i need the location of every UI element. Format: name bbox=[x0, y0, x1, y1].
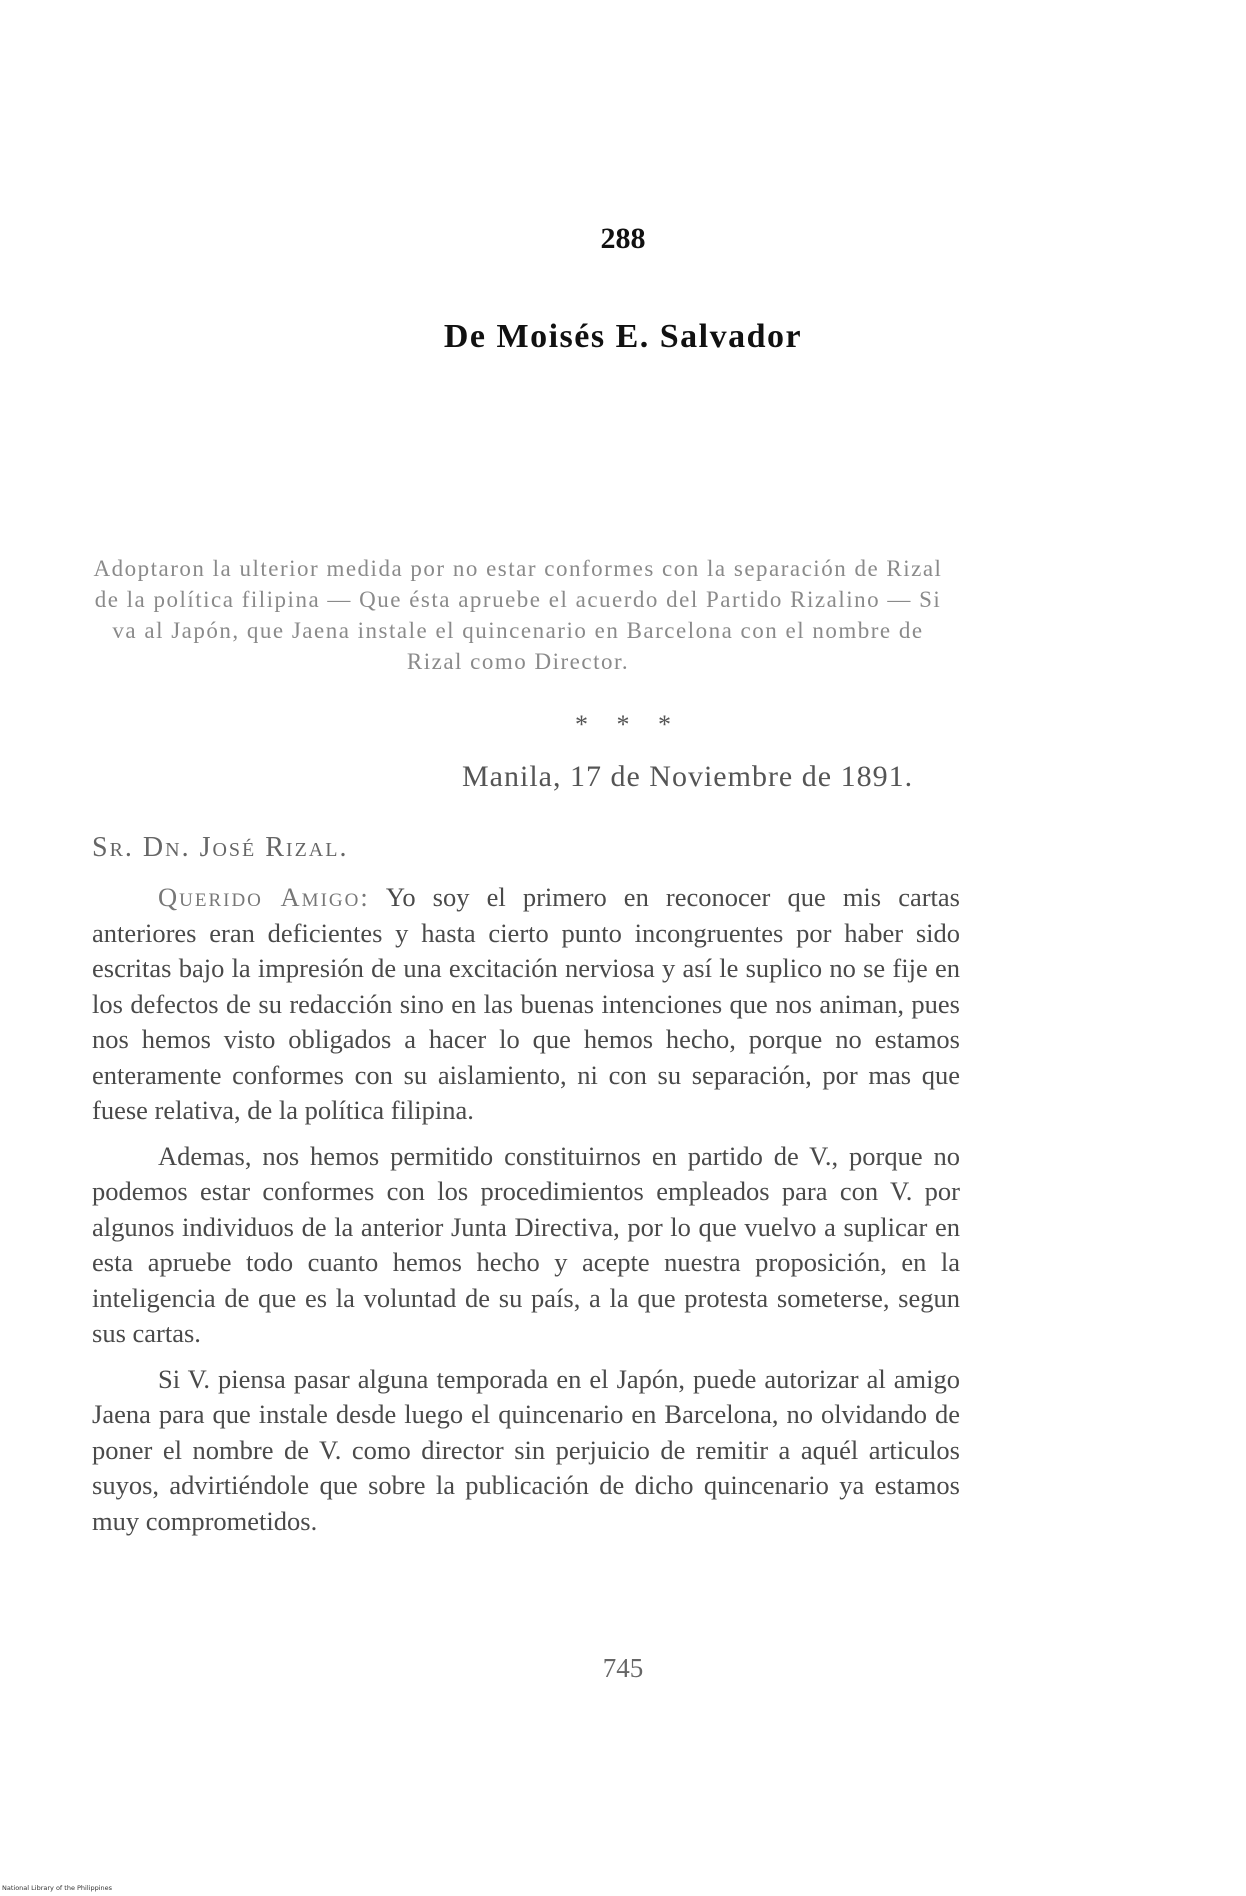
footer-credit: National Library of the Philippines bbox=[2, 1884, 113, 1892]
letter-number: 288 bbox=[600, 222, 646, 255]
body-paragraph-1 bbox=[92, 880, 960, 1129]
body-paragraph-3: Si V. piensa pasar alguna temporada en el Japón, puede autorizar al amigo Jaena para que instale desde luego el quincenario en Barcelona, no olvidando de poner el nombre de V. como director sin perjuicio de remitir a aquél articulos suyos, advirtiéndole que sobre la publicación de dicho quincenario ya estamos muy comprometidos. bbox=[92, 1363, 960, 1536]
salutation: Sr. Dn. José Rizal. bbox=[92, 832, 349, 863]
page-number: 745 bbox=[602, 1653, 644, 1683]
letter-title: De Moisés E. Salvador bbox=[443, 318, 803, 355]
letter-body bbox=[92, 880, 960, 1549]
paragraph-text: Yo soy el primero en reconocer que mis cartas anteriores eran deficientes y hasta cierto punto incongruentes por haber sido escritas bajo la impresión de una excitación nerviosa y así le suplico no se fije en los defectos de su redacción sino en las buenas intenciones que nos animan, pues nos hemos visto obligados a hacer lo que hemos hecho, porque no estamos enteramente conformes con su aislamiento, ni con su separación, por mas que fuese relativa, de la política filipina. bbox=[92, 882, 960, 1125]
section-separator: * * * bbox=[575, 710, 671, 739]
greeting: Querido Amigo: bbox=[158, 882, 370, 912]
body-paragraph-2: Ademas, nos hemos permitido constituirnos en partido de V., porque no podemos estar conformes con los procedimientos empleados para con V. por algunos individuos de la anterior Junta Directiva, por lo que vuelvo a suplicar en esta apruebe todo cuanto hemos hecho y acepte nuestra proposición, en la inteligencia de que es la voluntad de su país, a la que protesta someterse, segun sus cartas. bbox=[92, 1140, 960, 1348]
date-line: Manila, 17 de Noviembre de 1891. bbox=[462, 760, 914, 793]
letter-summary: Adoptaron la ulterior medida por no estar conformes con la separación de Rizal de la política filipina — Que ésta apruebe el acuerdo del Partido Rizalino — Si va al Japón, que Jaena instale el quincenario en Barcelona con el nombre de Rizal como Director. bbox=[93, 556, 943, 674]
